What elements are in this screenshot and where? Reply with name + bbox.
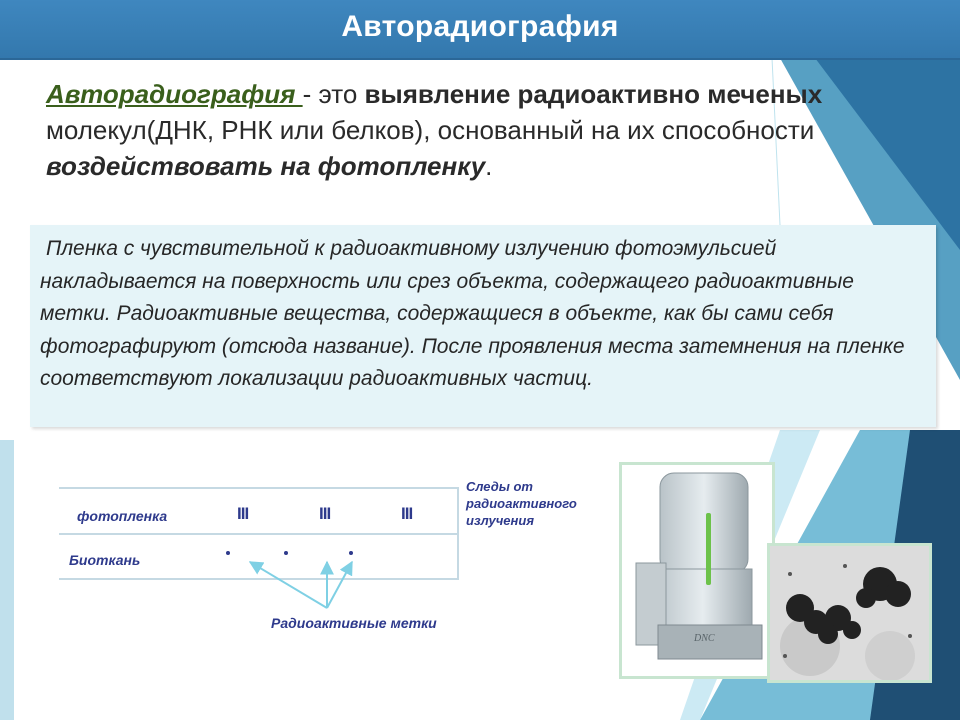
device-image [622,465,772,676]
definition-term: Авторадиография [46,79,303,109]
film-mark: III [319,504,331,523]
device-photo-frame [619,462,775,679]
micrograph-image [770,546,929,680]
micrograph-frame [767,543,932,683]
film-mark: III [401,504,413,523]
definition-text: молекул(ДНК, РНК или белков), основанный на их способности [46,115,815,145]
definition-end: . [485,151,493,181]
definition-emphasis: воздействовать на фотопленку [46,151,486,181]
tissue-label: Биоткань [69,552,141,568]
slide-title: Авторадиография [341,10,619,43]
traces-label: Следы от радиоактивного излучения [466,479,577,528]
film-label: фотопленка [77,508,168,524]
definition-bold: выявление радиоактивно меченых [364,79,823,109]
film-mark: III [237,504,249,523]
definition-dash: - это [302,79,365,109]
marks-label: Радиоактивные метки [271,615,437,631]
description-text: Пленка с чувствительной к радиоактивному излучению фотоэмульсией накладывается на поверхность или срез объекта, содержащего радиоактивные метки. Радиоактивные вещества, содержащиеся в объекте, как бы сами себя фотографируют (отсюда название). После проявления места затемнения на пленке соответствуют локализации радиоактивных частиц. [40,237,905,390]
device-brand-icon: DNC [694,633,715,644]
